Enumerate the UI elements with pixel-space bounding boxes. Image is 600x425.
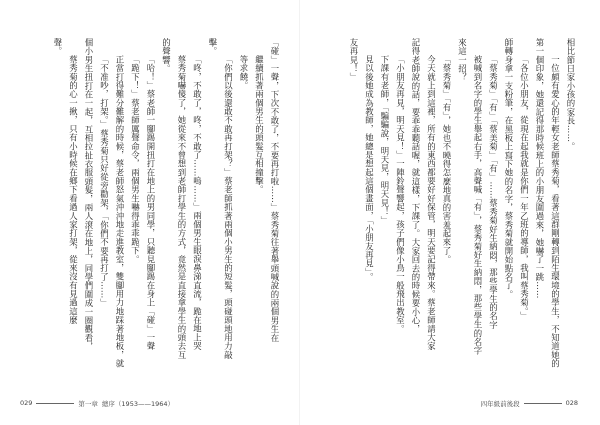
paragraph: 「你們以後還敢不敢再打架？」蔡老師抓著兩個小男生的短髮，頭碰頭地用力敲 (223, 54, 234, 359)
paragraph: 正當打得難分難解的時候，蔡老師怒氣沖沖地走進教室，雙腳用力地踩著地板，就 (115, 54, 125, 368)
paragraph: 擊。 (208, 38, 218, 56)
left-page-text (36, 38, 282, 383)
footer-rule (36, 403, 74, 404)
page-number: 029 (20, 399, 33, 407)
paragraph: 「跪下！」蔡老師厲聲命令，兩個男生嚇得乖乖跪下。 (130, 54, 141, 264)
paragraph: 相比節日家小孩的家長……。 (566, 38, 576, 151)
right-page-text (318, 38, 578, 383)
paragraph: 見以後她成為教師，她總是想起這個畫面，「小朋友再見」。 (364, 54, 375, 282)
paragraph: 等求饒。 (239, 54, 249, 90)
paragraph: 「各位小朋友，從現在起我就是你們一年乙班的導師，我叫蔡秀菊。」 (519, 54, 530, 320)
paragraph: 「咚，不敢了，咚，不敢了……嗚……」兩個男生眼淚鼻涕直流，跪在地上哭 (192, 54, 203, 351)
paragraph: 蔡秀菊的心一揪，只有小時候在鄉下看過人家打架，從來沒有見過這麼 (68, 54, 79, 325)
paragraph: 記得老師說的話，要乖乖聽話喔，就這樣，下課了。大家回去的時候要小心， (411, 38, 421, 334)
chapter-label: 第一章 (78, 399, 98, 408)
paragraph: 今天就上到這裡，所有的東西都要好好保管，明天要記得帶來。蔡老師請大家 (426, 54, 437, 351)
paragraph: 個小男生扭打在一起，互相拉扯衣服頭髮，兩人滾在地上，同學們圍成一圈觀看， (84, 38, 94, 351)
paragraph: 下課有老師，「騙騙說，明天見，明天見！」 (380, 54, 390, 225)
paragraph: 「小朋友再見，明天見！」一陣鈴聲響起，孩子們像小鳥一般飛出教室。 (395, 54, 406, 333)
left-page-footer (20, 397, 174, 409)
paragraph: 「不准吵，打架。」蔡秀菊只好從旁勸架，「你們不要再打了……」 (99, 54, 110, 308)
paragraph: 第一個印象，她還記得那時候班上的小朋友圍過來，她嚇了一跳…… (535, 38, 545, 299)
running-title: 四年級前後段 (480, 399, 520, 408)
page-number: 028 (565, 399, 578, 407)
paragraph: 被喊到名字的學生舉起右手，高聲喊「有」，蔡秀菊好生納悶，那些學生的名字 (473, 54, 483, 355)
paragraph: 「碰」一聲，下次不敢了，不要再打啦……」蔡秀菊往著舉頭喊說的兩個男生在 (270, 38, 280, 343)
paragraph: 友再見！」 (349, 38, 359, 82)
right-page-footer (481, 397, 578, 409)
paragraph: 「蔡秀菊」「有」「蔡美菊」「有」……蔡秀菊好生納悶，那些學生的名字 (488, 54, 499, 329)
paragraph: 「蔡秀菊」「有」，她也不曉得怎麼地真的害羞起來了。 (442, 54, 452, 264)
paragraph: 的聲響。 (161, 38, 172, 73)
paragraph: 師轉身拿一支粉筆，在黑板上寫下她的名字，蔡秀菊就開始點名了。 (504, 38, 514, 299)
section-label: 總序（1953——1964） (101, 399, 175, 408)
paragraph: 一位頗有愛心的年輕女老師蔡秀菊，看著這群剛轉到陌生環境的學生，不知道她的 (550, 54, 561, 368)
footer-rule (524, 403, 562, 404)
paragraph: 來這一招？ (457, 38, 468, 82)
right-page (300, 0, 600, 425)
paragraph: 聲。 (53, 38, 63, 56)
paragraph: 蔡秀菊嚇傻了，她從來不曾想到老師打學生的方式，竟然是直接拿學生的頭去互 (177, 54, 187, 359)
paragraph: 繼續抓著兩個男生的頭髮互相撞擊。 (254, 54, 265, 194)
paragraph: 「哈！」蔡老師一腳踢開扭打在地上的男同學，只聽見腳踢在身上「碰」一聲 (146, 54, 156, 351)
